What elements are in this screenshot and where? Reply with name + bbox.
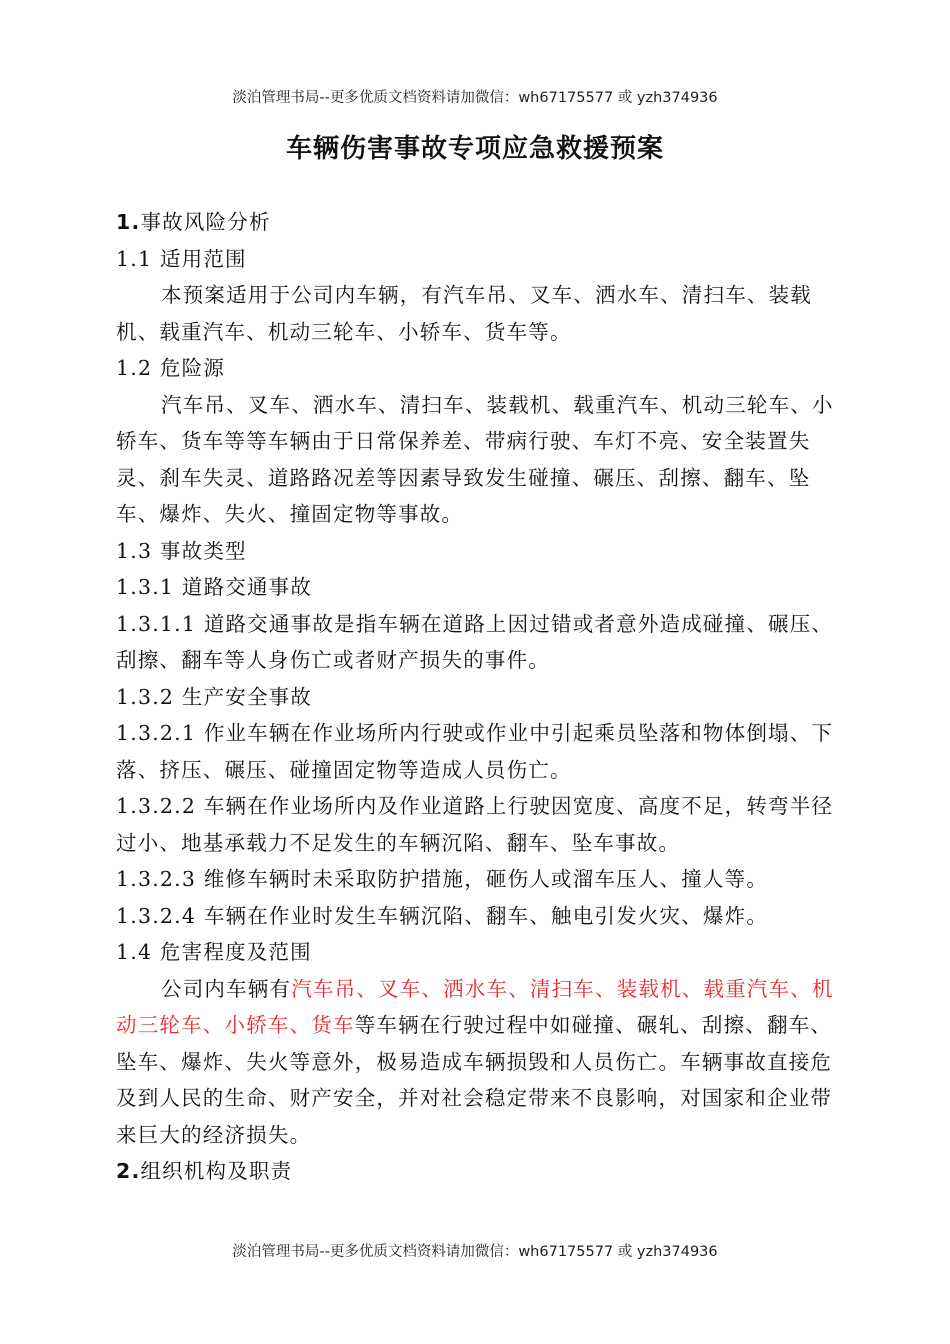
section-1-3-2-3-item: 1.3.2.3 维修车辆时未采取防护措施，砸伤人或溜车压人、撞人等。 <box>116 867 769 891</box>
section-1-3-2-2-item: 1.3.2.2 车辆在作业场所内及作业道路上行驶因宽度、高度不足，转弯半径过小、地基承载力不足发生的车辆沉陷、翻车、坠车事故。 <box>116 794 834 855</box>
section-1-4-heading: 1.4 危害程度及范围 <box>116 940 312 964</box>
header-note: 淡泊管理书局--更多优质文档资料请加微信：wh67175577 或 yzh374936 <box>232 90 718 106</box>
section-1-3-1-1-item: 1.3.1.1 道路交通事故是指车辆在道路上因过错或者意外造成碰撞、碾压、刮擦、翻车等人身伤亡或者财产损失的事件。 <box>116 611 834 672</box>
section-1-3-1-heading: 1.3.1 道路交通事故 <box>116 575 313 599</box>
section-2-number: 2. <box>116 1159 141 1183</box>
footer-note: 淡泊管理书局--更多优质文档资料请加微信：wh67175577 或 yzh374936 <box>232 1244 718 1260</box>
vehicle-list-highlight: 汽车吊、叉车、洒水车、清扫车、装载机、载重汽车、机动三轮车、小轿车、货车 <box>116 976 834 1037</box>
section-1-heading <box>116 204 836 241</box>
section-1-2-heading: 1.2 危险源 <box>116 356 226 380</box>
section-2-title: 组织机构及职责 <box>140 1159 293 1183</box>
section-2-heading <box>116 1153 836 1190</box>
section-1-4-paragraph <box>116 971 836 1154</box>
section-1-3-heading: 1.3 事故类型 <box>116 538 247 563</box>
document-body <box>116 204 836 1190</box>
section-1-4-text-post: 等车辆在行驶过程中如碰撞、碾轧、刮擦、翻车、坠车、爆炸、失火等意外，极易造成车辆损毁和人员伤亡。车辆事故直接危及到人民的生命、财产安全，并对社会稳定带来不良影响，对国家和企业带来巨大的经济损失。 <box>116 1013 833 1147</box>
section-1-3-2-heading: 1.3.2 生产安全事故 <box>116 684 313 709</box>
section-1-3-2-1-item: 1.3.2.1 作业车辆在作业场所内行驶或作业中引起乘员坠落和物体倒塌、下落、挤压、碾压、碰撞固定物等造成人员伤亡。 <box>116 721 834 782</box>
section-1-4-text-pre: 公司内车辆有 <box>161 976 292 1001</box>
section-1-title: 事故风险分析 <box>140 210 271 234</box>
section-1-number: 1. <box>116 210 141 234</box>
document-title: 车辆伤害事故专项应急救援预案 <box>285 134 664 164</box>
section-1-2-paragraph: 汽车吊、叉车、洒水车、清扫车、装载机、载重汽车、机动三轮车、小轿车、货车等等车辆由于日常保养差、带病行驶、车灯不亮、安全装置失灵、刹车失灵、道路路况差等因素导致发生碰撞、碾压、刮擦、翻车、坠车、爆炸、失火、撞固定物等事故。 <box>116 392 834 526</box>
section-1-3-2-4-item: 1.3.2.4 车辆在作业时发生车辆沉陷、翻车、触电引发火灾、爆炸。 <box>116 903 769 928</box>
section-1-1-heading: 1.1 适用范围 <box>116 246 247 271</box>
section-1-1-paragraph: 本预案适用于公司内车辆，有汽车吊、叉车、洒水车、清扫车、装载机、载重汽车、机动三轮车、小轿车、货车等。 <box>116 283 812 344</box>
